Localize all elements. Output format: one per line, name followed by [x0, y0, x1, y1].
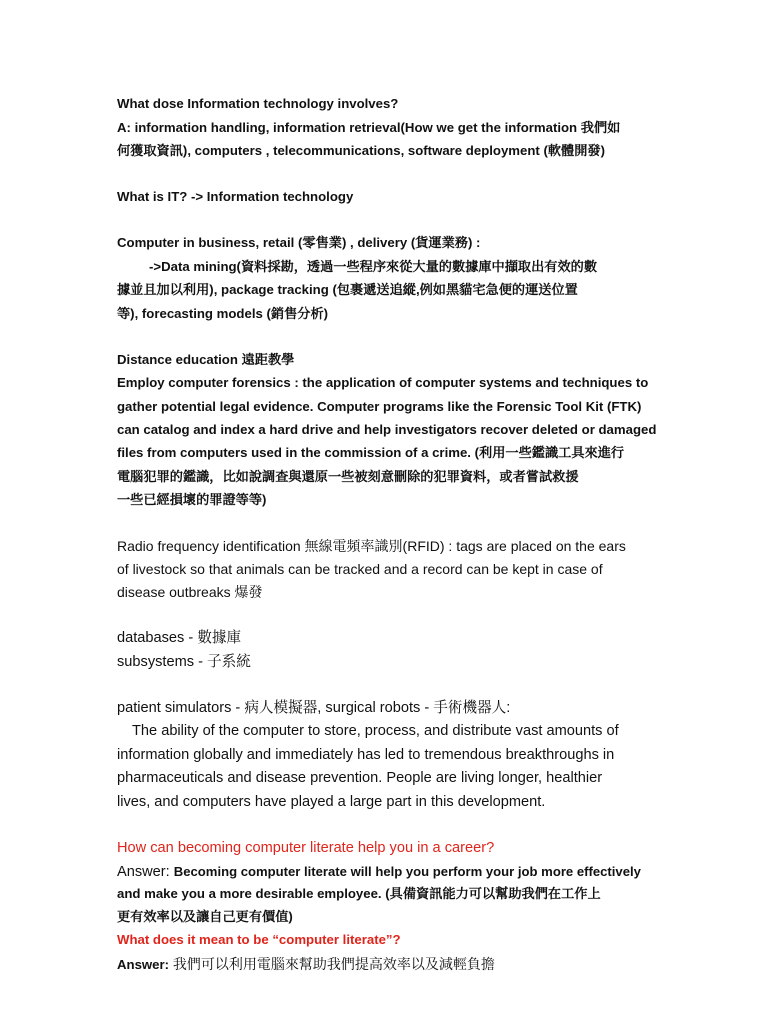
- data-mining-line-3: 等), forecasting models (銷售分析): [117, 306, 329, 321]
- rfid-line-3: disease outbreaks 爆發: [117, 584, 263, 600]
- literate-answer-line: [117, 957, 495, 973]
- forensics-line-2: gather potential legal evidence. Computer programs like the Forensic Tool Kit (FTK): [117, 399, 642, 414]
- ability-paragraph-line-1: The ability of the computer to store, process, and distribute vast amounts of: [132, 723, 619, 739]
- literate-question-heading: What does it mean to be “computer literate”?: [117, 932, 401, 947]
- career-answer-line-2: and make you a more desirable employee. (具備資訊能力可以幫助我們在工作上: [117, 886, 601, 901]
- forensics-line-3: can catalog and index a hard drive and help investigators recover deleted or damaged: [117, 422, 657, 437]
- ability-paragraph-line-4: lives, and computers have played a large part in this development.: [117, 794, 546, 810]
- rfid-line-1: Radio frequency identification 無線電頻率識別(RFID) : tags are placed on the ears: [117, 538, 626, 554]
- rfid-line-2: of livestock so that animals can be tracked and a record can be kept in case of: [117, 561, 603, 577]
- forensics-line-6: 一些已經損壞的罪證等等): [117, 492, 267, 507]
- answer-label: Answer:: [117, 864, 174, 880]
- data-mining-line-2: 據並且加以利用), package tracking (包裹遞送追縱,例如黑貓宅急便的運送位置: [117, 282, 578, 297]
- ability-paragraph-line-3: pharmaceuticals and disease prevention. People are living longer, healthier: [117, 770, 603, 786]
- databases-line: databases - 數據庫: [117, 630, 242, 646]
- career-question-heading: How can becoming computer literate help you in a career?: [117, 840, 495, 856]
- career-answer-text: Becoming computer literate will help you perform your job more effectively: [173, 864, 641, 879]
- forensics-line-4: files from computers used in the commission of a crime. (利用一些鑑識工具來進行: [117, 445, 625, 460]
- forensics-line-5: 電腦犯罪的鑑識，比如說調查與還原一些被刻意刪除的犯罪資料，或者嘗試救援: [117, 469, 579, 484]
- forensics-line-1: Employ computer forensics : the application of computer systems and techniques to: [117, 375, 649, 390]
- distance-education-line: Distance education 遠距教學: [117, 352, 295, 367]
- career-answer-line-3: 更有效率以及讓自己更有價值): [117, 909, 293, 924]
- answer-label-2: Answer:: [117, 957, 170, 972]
- ability-paragraph-line-2: information globally and immediately has led to tremendous breakthroughs in: [117, 747, 615, 763]
- literate-answer-text: 我們可以利用電腦來幫助我們提高效率以及減輕負擔: [169, 956, 495, 972]
- computer-in-business-line: Computer in business, retail (零售業) , delivery (貨運業務) :: [117, 235, 481, 250]
- answer-it-involves-line-2: 何獲取資訊), computers , telecommunications, software deployment (軟體開發): [117, 143, 606, 158]
- career-answer-line-1: [117, 864, 641, 880]
- patient-simulators-line: patient simulators - 病人模擬器, surgical robots - 手術機器人:: [117, 700, 511, 716]
- data-mining-line-1: ->Data mining(資料採勘，透過一些程序來從大量的數據庫中擷取出有效的數: [149, 259, 598, 274]
- answer-it-involves-line-1: A: information handling, information retrieval(How we get the information 我們如: [117, 120, 621, 135]
- what-is-it-line: What is IT? -> Information technology: [117, 189, 354, 204]
- subsystems-line: subsystems - 子系統: [117, 654, 251, 670]
- question-it-involves: What dose Information technology involves?: [117, 96, 399, 111]
